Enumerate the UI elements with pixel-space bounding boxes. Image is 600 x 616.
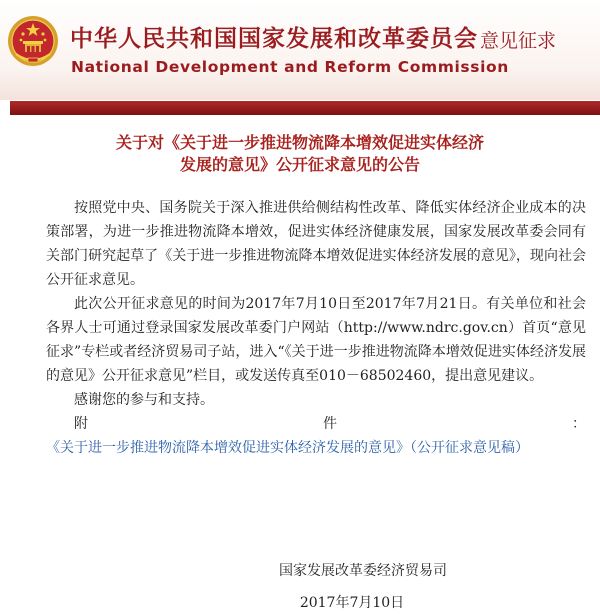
article-title [0, 132, 600, 176]
article-title-line-1: 关于对《关于进一步推进物流降本增效促进实体经济 [115, 133, 484, 152]
paragraph: 感谢您的参与和支持。 [74, 392, 214, 408]
national-emblem-icon [6, 14, 60, 68]
signature-date: 2017年7月10日 [299, 595, 405, 611]
site-header [0, 0, 600, 100]
header-divider-bar [10, 101, 600, 115]
article-title-line-2: 发展的意见》公开征求意见的公告 [179, 155, 420, 174]
article-body [46, 196, 586, 460]
signature-org: 国家发展改革委经济贸易司 [279, 563, 447, 579]
org-name-cn: 中华人民共和国国家发展和改革委员会 [70, 26, 478, 52]
section-title[interactable]: 意见征求 [480, 30, 557, 52]
attachment-label: 附件： [74, 416, 586, 432]
org-name-en: National Development and Reform Commission [71, 58, 509, 76]
paragraph: 按照党中央、国务院关于深入推进供给侧结构性改革、降低实体经济企业成本的决策部署，为进一步推进物流降本增效，促进实体经济健康发展，国家发展改革委会同有关部门研究起草了《关于进一步推进物流降本增效促进实体经济发展的意见》，现向社会公开征求意见。 [46, 200, 586, 288]
attachment [46, 412, 586, 460]
attachment-link[interactable]: 《关于进一步推进物流降本增效促进实体经济发展的意见》（公开征求意见稿） [46, 440, 529, 456]
paragraph: 此次公开征求意见的时间为2017年7月10日至2017年7月21日。有关单位和社会各界人士可通过登录国家发展改革委门户网站（http://www.ndrc.gov.cn）首页“意见征求”专栏或者经济贸易司子站，进入“《关于进一步推进物流降本增效促进实体经济发展的意见》公开征求意见”栏目，或发送传真至010－68502460，提出意见建议。 [46, 296, 586, 384]
